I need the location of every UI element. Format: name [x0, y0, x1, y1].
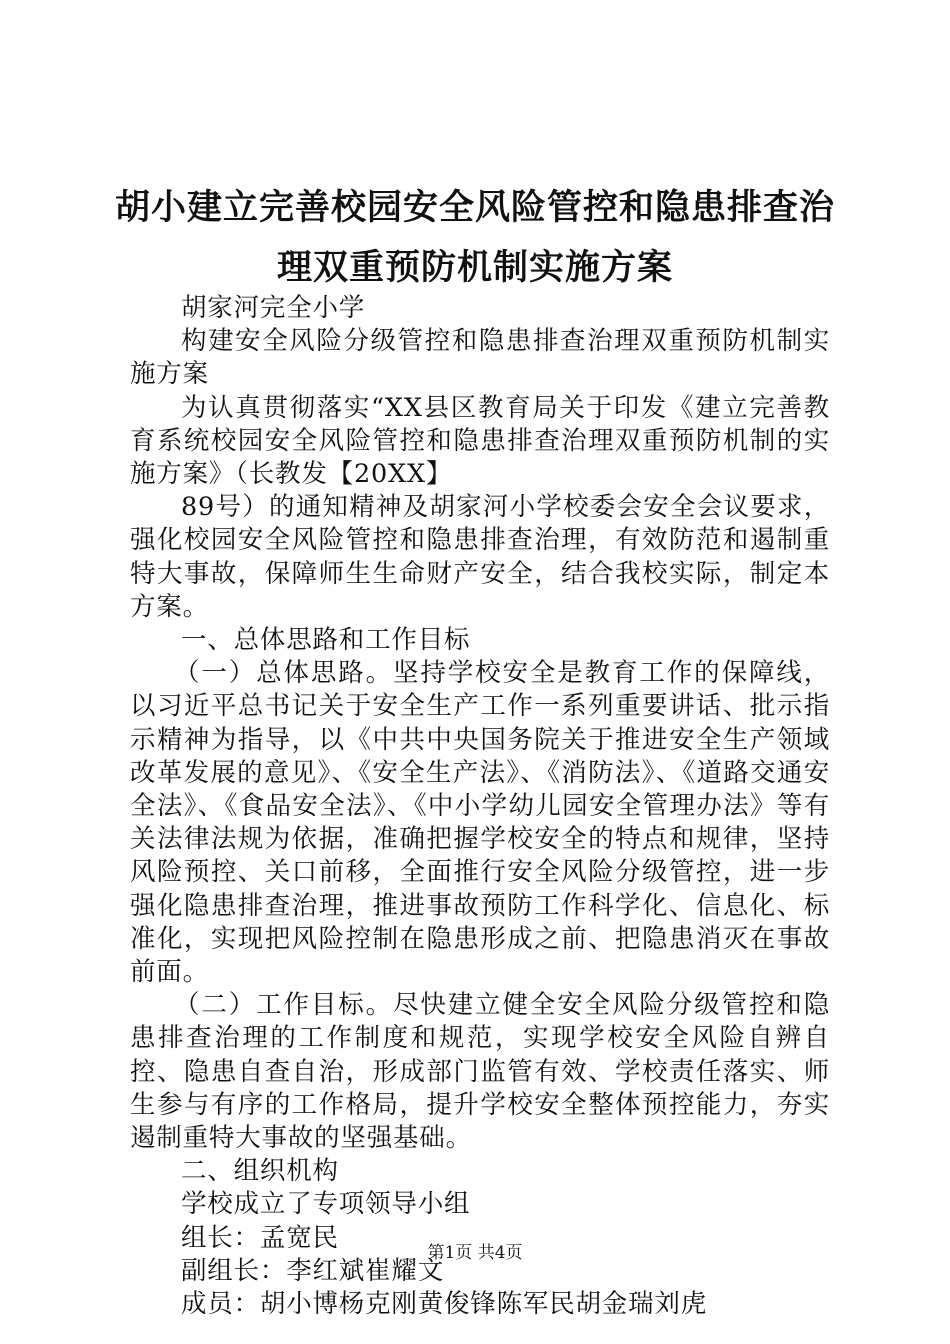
intro-paragraph: 为认真贯彻落实“XX县区教育局关于印发《建立完善教育系统校园安全风险管控和隐患排查治理双重预防机制的实施方案》（长教发【20XX】 — [130, 392, 830, 490]
intro-continued-paragraph: 89号）的通知精神及胡家河小学校委会安全会议要求，强化校园安全风险管控和隐患排查治理，有效防范和遏制重特大事故，保障师生生命财产安全，结合我校实际，制定本方案。 — [130, 492, 830, 622]
page-footer: 第1页 共4页 — [427, 1243, 523, 1263]
section-heading-2: 二、组织机构 — [181, 1156, 339, 1187]
document-title-line-2: 理双重预防机制实施方案 — [276, 248, 673, 288]
deputy-leader-line: 副组长：李红斌崔耀文 — [181, 1255, 445, 1286]
school-name: 胡家河完全小学 — [181, 293, 366, 323]
members-line: 成员：胡小博杨克刚黄俊锋陈军民胡金瑞刘虎 — [181, 1289, 708, 1320]
document-title-line-1: 胡小建立完善校园安全风险管控和隐患排查治 — [114, 188, 835, 228]
work-goal-paragraph: （二）工作目标。尽快建立健全安全风险分级管控和隐患排查治理的工作制度和规范，实现学校安全风险自辨自控、隐患自查自治，形成部门监管有效、学校责任落实、师生参与有序的工作格局，提升学校安全整体预控能力，夯实遏制重特大事故的坚强基础。 — [130, 990, 830, 1154]
leadership-group-paragraph: 学校成立了专项领导小组 — [181, 1189, 471, 1220]
document-body — [130, 292, 830, 1321]
group-leader-line: 组长：孟宽民 — [181, 1222, 339, 1253]
section-heading-1: 一、总体思路和工作目标 — [181, 625, 471, 656]
subtitle-paragraph: 构建安全风险分级管控和隐患排查治理双重预防机制实施方案 — [130, 326, 830, 390]
overall-approach-paragraph: （一）总体思路。坚持学校安全是教育工作的保障线，以习近平总书记关于安全生产工作一系列重要讲话、批示指示精神为指导，以《中共中央国务院关于推进安全生产领域改革发展的意见》、《安全生产法》、《消防法》、《道路交通安全法》、《食品安全法》、《中小学幼儿园安全管理办法》等有关法律法规为依据，准确把握学校安全的特点和规律，坚持风险预控、关口前移，全面推行安全风险分级管控，进一步强化隐患排查治理，推进事故预防工作科学化、信息化、标准化，实现把风险控制在隐患形成之前、把隐患消灭在事故前面。 — [130, 658, 830, 988]
